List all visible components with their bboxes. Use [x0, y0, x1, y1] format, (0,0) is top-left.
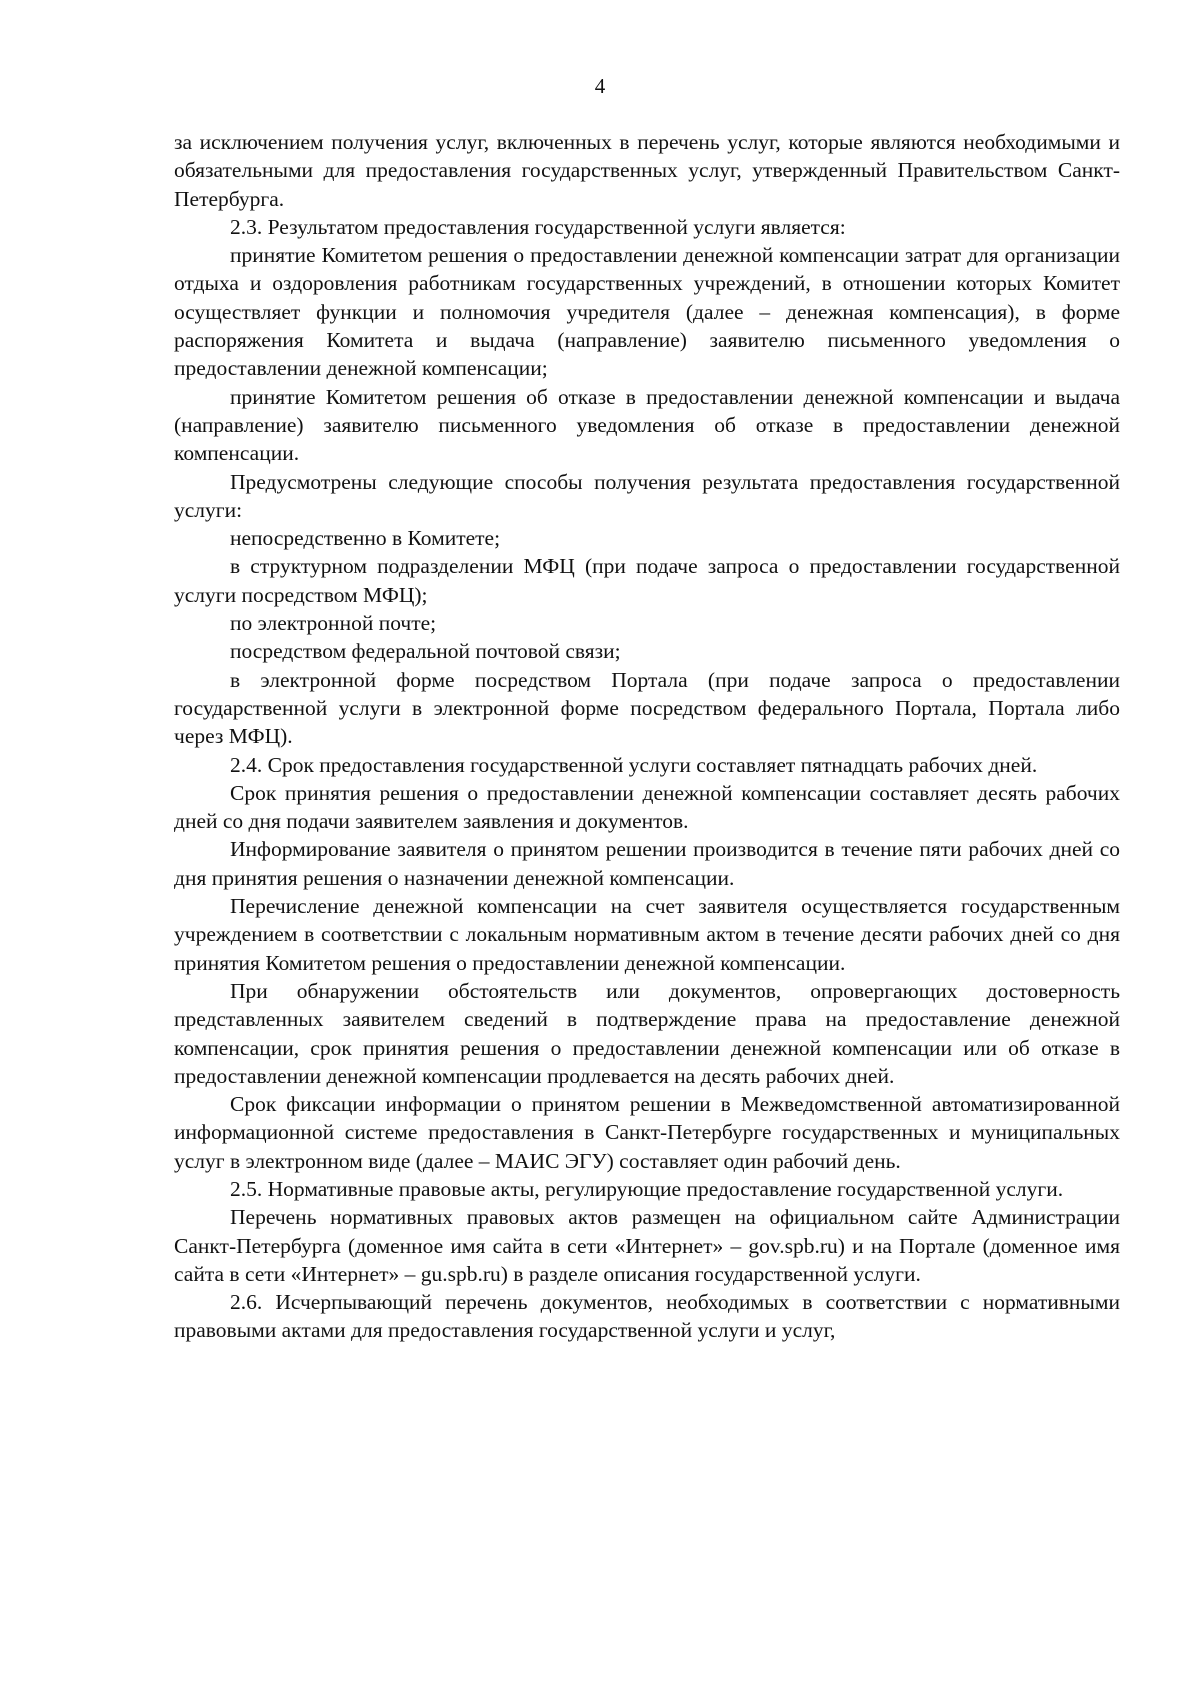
- paragraph-method-committee: непосредственно в Комитете;: [230, 526, 501, 551]
- paragraph-informing-term: Информирование заявителя о принятом решении производится в течение пяти рабочих дней со дня принятия решения о назначении денежной компенсации.: [174, 837, 1120, 890]
- paragraph-2-3-heading: 2.3. Результатом предоставления государственной услуги является:: [230, 214, 846, 239]
- document-body: [174, 128, 1120, 1345]
- paragraph-transfer-term: Перечисление денежной компенсации на счет заявителя осуществляется государственным учреждением в соответствии с локальным нормативным актом в течение десяти рабочих дней со дня принятия Комитетом решения о предоставлении денежной компенсации.: [174, 894, 1120, 975]
- paragraph-acts-list: Перечень нормативных правовых актов размещен на официальном сайте Администрации Санкт-Петербурга (доменное имя сайта в сети «Интернет» – gov.spb.ru) и на Портале (доменное имя сайта в сети «Интернет» – gu.spb.ru) в разделе описания государственной услуги.: [174, 1205, 1120, 1286]
- page-number: 4: [594, 74, 606, 98]
- paragraph-continuation: за исключением получения услуг, включенных в перечень услуг, которые являются необходимыми и обязательными для предоставления государственных услуг, утвержденный Правительством Санкт-Петербурга.: [174, 130, 1120, 211]
- paragraph-result-methods: Предусмотрены следующие способы получения результата предоставления государственной услуги:: [174, 469, 1120, 522]
- paragraph-result-refusal: принятие Комитетом решения об отказе в предоставлении денежной компенсации и выдача (направление) заявителю письменного уведомления об отказе в предоставлении денежной компенсации.: [174, 384, 1120, 466]
- paragraph-method-mfc: в структурном подразделении МФЦ (при подаче запроса о предоставлении государственной услуги посредством МФЦ);: [174, 554, 1120, 607]
- paragraph-extension: При обнаружении обстоятельств или документов, опровергающих достоверность представленных заявителем сведений в подтверждение права на предоставление денежной компенсации, срок принятия решения о предоставлении денежной компенсации или об отказе в предоставлении денежной компенсации продлевается на десять рабочих дней.: [174, 978, 1120, 1088]
- paragraph-decision-term: Срок принятия решения о предоставлении денежной компенсации составляет десять рабочих дней со дня подачи заявителем заявления и документов.: [174, 780, 1120, 834]
- paragraph-mais-egu: Срок фиксации информации о принятом решении в Межведомственной автоматизированной информационной системе предоставления в Санкт-Петербурге государственных и муниципальных услуг в электронном виде (далее – МАИС ЭГУ) составляет один рабочий день.: [174, 1092, 1120, 1173]
- paragraph-method-portal: в электронной форме посредством Портала (при подаче запроса о предоставлении государственной услуги в электронной форме посредством федерального Портала, Портала либо через МФЦ).: [174, 667, 1120, 749]
- paragraph-2-4-term: 2.4. Срок предоставления государственной услуги составляет пятнадцать рабочих дней.: [230, 752, 1038, 777]
- paragraph-method-email: по электронной почте;: [230, 611, 437, 636]
- paragraph-method-post: посредством федеральной почтовой связи;: [230, 639, 621, 664]
- paragraph-2-6-documents: 2.6. Исчерпывающий перечень документов, необходимых в соответствии с нормативными правовыми актами для предоставления государственной услуги и услуг,: [174, 1290, 1120, 1343]
- paragraph-2-5-acts: 2.5. Нормативные правовые акты, регулирующие предоставление государственной услуги.: [230, 1176, 1064, 1201]
- paragraph-result-grant: принятие Комитетом решения о предоставлении денежной компенсации затрат для организации отдыха и оздоровления работникам государственных учреждений, в отношении которых Комитет осуществляет функции и полномочия учредителя (далее – денежная компенсация), в форме распоряжения Комитета и выдача (направление) заявителю письменного уведомления о предоставлении денежной компенсации;: [174, 243, 1120, 381]
